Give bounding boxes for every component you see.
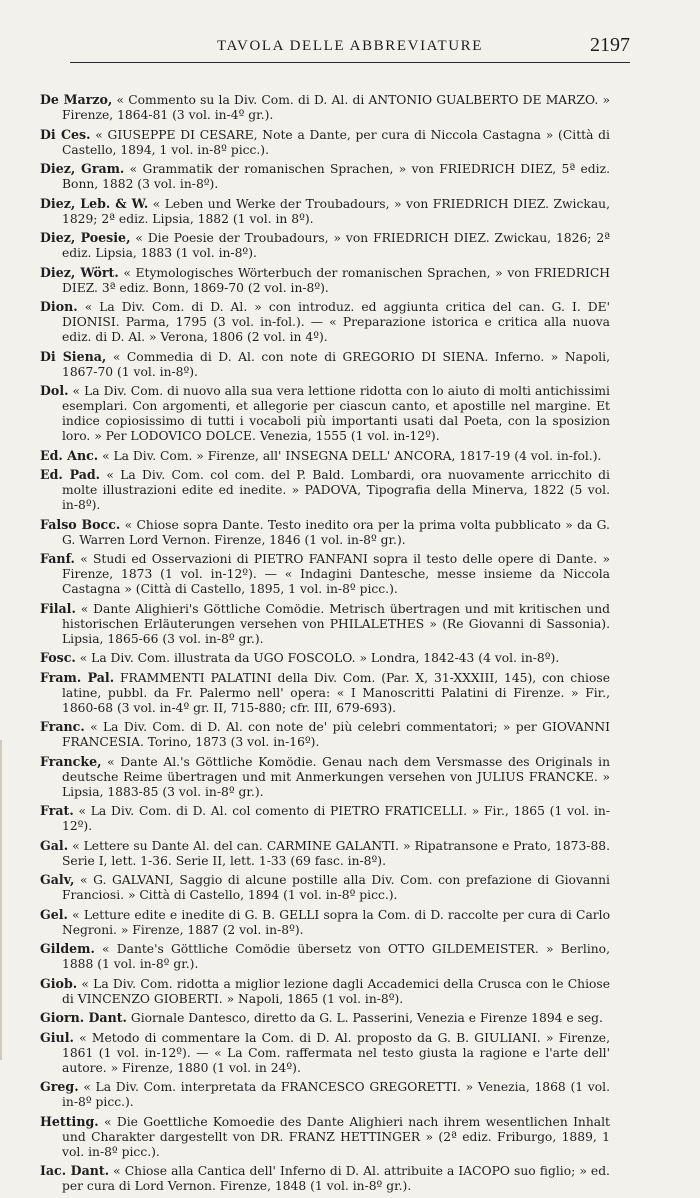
entry-abbreviation: Di Ces. bbox=[40, 126, 91, 142]
page-title: TAVOLA DELLE ABBREVIATURE bbox=[216, 38, 484, 54]
entry-description: « Etymologisches Wörterbuch der romanischen Sprachen, » von FRIEDRICH DIEZ. 3ª ediz. Bonn, 1869-70 (2 vol. in-8º). bbox=[62, 265, 610, 295]
entry-description: « La Div. Com. interpretata da FRANCESCO GREGORETTI. » Venezia, 1868 (1 vol. in-8º picc.). bbox=[62, 1080, 610, 1109]
abbreviation-entry bbox=[40, 754, 610, 800]
entry-abbreviation: Diez, Gram. bbox=[40, 161, 125, 176]
entry-description: « Dante's Göttliche Comödie übersetz von OTTO GILDEMEISTER. » Berlino, 1888 (1 vol. in-8º gr.). bbox=[62, 942, 610, 971]
entry-abbreviation: Iac. Dant. bbox=[40, 1163, 110, 1178]
entry-description: « La Div. Com. » Firenze, all' INSEGNA DELL' ANCORA, 1817-19 (4 vol. in-fol.). bbox=[102, 448, 602, 463]
abbreviation-entry bbox=[40, 161, 610, 192]
entry-description: « La Div. Com. di D. Al. col comento di PIETRO FRATICELLI. » Fir., 1865 (1 vol. in-12º). bbox=[62, 804, 610, 833]
abbreviation-entry bbox=[40, 1163, 610, 1194]
abbreviation-entry bbox=[40, 907, 610, 938]
entry-description: « La Div. Com. di D. Al. » con introduz. ed aggiunta critica del can. G. I. DE' DIONISI. Parma, 1795 (3 vol. in-fol.). — « Preparazione istorica e critica alla nuova ediz. di D. Al. » Verona, 1806 (2 vol. in 4º). bbox=[62, 300, 610, 344]
entry-abbreviation: Greg. bbox=[40, 1079, 79, 1094]
entry-description: « Metodo di commentare la Com. di D. Al. proposto da G. B. GIULIANI. » Firenze, 1861 (1 vol. in-12º). — « La Com. raffermata nel testo giusta la ragione e l'arte dell' autore. » Firenze, 1880 (1 vol. in 24º). bbox=[62, 1030, 610, 1075]
abbreviation-entry bbox=[40, 650, 610, 666]
page-number: 2197 bbox=[590, 34, 630, 56]
entry-description: « La Div. Com. di D. Al. con note de' più celebri commentatori; » per GIOVANNI FRANCESIA. Torino, 1873 (3 vol. in-16º). bbox=[62, 720, 610, 749]
abbreviation-entry bbox=[40, 670, 610, 716]
abbreviation-list bbox=[40, 92, 610, 1198]
entry-description: « Leben und Werke der Troubadours, » von FRIEDRICH DIEZ. Zwickau, 1829; 2ª ediz. Lipsia, 1882 (1 vol. in 8º). bbox=[62, 196, 610, 226]
entry-abbreviation: Ed. Anc. bbox=[40, 447, 99, 463]
entry-abbreviation: De Marzo, bbox=[40, 92, 113, 107]
abbreviation-entry bbox=[40, 517, 610, 548]
entry-abbreviation: Fram. Pal. bbox=[40, 669, 115, 685]
entry-description: « Dante Alighieri's Göttliche Comödie. Metrisch übertragen und mit kritischen und historischen Erläuterungen versehen von PHILALETHES » (Re Giovanni di Sassonia). Lipsia, 1865-66 (3 vol. in-8º gr.). bbox=[62, 601, 610, 646]
entry-abbreviation: Filal. bbox=[40, 600, 76, 616]
abbreviation-entry bbox=[40, 551, 610, 597]
running-header bbox=[70, 36, 630, 63]
abbreviation-entry bbox=[40, 196, 610, 227]
entry-abbreviation: Galv, bbox=[40, 872, 75, 887]
entry-description: « Commento su la Div. Com. di D. Al. di ANTONIO GUALBERTO DE MARZO. » Firenze, 1864-81 (3 vol. in-4º gr.). bbox=[62, 93, 610, 122]
entry-description: Giornale Dantesco, diretto da G. L. Passerini, Venezia e Firenze 1894 e seg. bbox=[130, 1011, 603, 1025]
entry-abbreviation: Giul. bbox=[40, 1029, 74, 1045]
entry-abbreviation: Ed. Pad. bbox=[40, 467, 101, 482]
entry-abbreviation: Hetting. bbox=[40, 1113, 99, 1129]
entry-description: « Lettere su Dante Al. del can. CARMINE GALANTI. » Ripatransone e Prato, 1873-88. Serie I, lett. 1-36. Serie II, lett. 1-33 (69 fasc. in-8º). bbox=[62, 838, 610, 868]
entry-description: « Letture edite e inedite di G. B. GELLI sopra la Com. di D. raccolte per cura di Carlo Negroni. » Firenze, 1887 (2 vol. in-8º). bbox=[62, 907, 610, 937]
abbreviation-entry bbox=[40, 838, 610, 869]
abbreviation-entry bbox=[40, 127, 610, 158]
entry-abbreviation: Dol. bbox=[40, 383, 69, 398]
abbreviation-entry bbox=[40, 230, 610, 261]
entry-abbreviation: Giorn. Dant. bbox=[40, 1010, 127, 1025]
entry-abbreviation: Fanf. bbox=[40, 551, 75, 566]
entry-abbreviation: Diez, Poesie, bbox=[40, 230, 131, 245]
entry-description: « GIUSEPPE DI CESARE, Note a Dante, per cura di Niccola Castagna » (Città di Castello, 1894, 1 vol. in-8º picc.). bbox=[62, 127, 610, 157]
entry-description: « Grammatik der romanischen Sprachen, » von FRIEDRICH DIEZ, 5ª ediz. Bonn, 1882 (3 vol. in-8º). bbox=[62, 162, 610, 191]
entry-description: FRAMMENTI PALATINI della Div. Com. (Par. X, 31-XXXIII, 145), con chiose latine, pubbl. da Fr. Palermo nell' opera: « I Manoscritti Palatini di Firenze. » Fir., 1860-68 (3 vol. in-4º gr. II, 715-880; cfr. III, 679-693). bbox=[62, 670, 610, 715]
entry-description: « Die Goettliche Komoedie des Dante Alighieri nach ihrem wesentlichen Inhalt und Charakter dargestellt von DR. FRANZ HETTINGER » (2ª ediz. Friburgo, 1889, 1 vol. in-8º picc.). bbox=[62, 1114, 610, 1159]
entry-description: « Commedia di D. Al. con note di GREGORIO DI SIENA. Inferno. » Napoli, 1867-70 (1 vol. in-8º). bbox=[62, 349, 610, 379]
abbreviation-entry bbox=[40, 1114, 610, 1160]
abbreviation-entry bbox=[40, 941, 610, 972]
entry-abbreviation: Gildem. bbox=[40, 941, 95, 956]
entry-abbreviation: Diez, Wört. bbox=[40, 264, 119, 280]
abbreviation-entry bbox=[40, 265, 610, 296]
entry-abbreviation: Franc. bbox=[40, 719, 85, 734]
entry-description: « La Div. Com. di nuovo alla sua vera lettione ridotta con lo aiuto di molti antichissimi esemplari. Con argomenti, et allegorie per ciascun canto, et apostille nel margine. Et indice copiosissimo di tutti i vocaboli più importanti usati dal Poeta, con la sposizion loro. » Per LODOVICO DOLCE. Venezia, 1555 (1 vol. in-12º). bbox=[62, 384, 610, 443]
abbreviation-entry bbox=[40, 467, 610, 513]
entry-description: « La Div. Com. col com. del P. Bald. Lombardi, ora nuovamente arricchito di molte illustrazioni edite ed inedite. » PADOVA, Tipografia della Minerva, 1822 (5 vol. in-8º). bbox=[62, 468, 610, 512]
entry-description: « Chiose alla Cantica dell' Inferno di D. Al. attribuite a IACOPO suo figlio; » ed. per cura di Lord Vernon. Firenze, 1848 (1 vol. in-8º gr.). bbox=[62, 1164, 610, 1193]
abbreviation-entry bbox=[40, 299, 610, 345]
abbreviation-entry bbox=[40, 976, 610, 1007]
abbreviation-entry bbox=[40, 92, 610, 123]
entry-description: « La Div. Com. ridotta a miglior lezione dagli Accademici della Crusca con le Chiose di VINCENZO GIOBERTI. » Napoli, 1865 (1 vol. in-8º). bbox=[62, 976, 610, 1006]
entry-abbreviation: Falso Bocc. bbox=[40, 516, 121, 532]
entry-description: « Studi ed Osservazioni di PIETRO FANFANI sopra il testo delle opere di Dante. » Firenze, 1873 (1 vol. in-12º). — « Indagini Dantesche, messe insieme da Niccola Castagna » (Città di Castello, 1895, 1 vol. in-8º picc.). bbox=[62, 552, 610, 596]
abbreviation-entry bbox=[40, 601, 610, 647]
abbreviation-entry bbox=[40, 448, 610, 464]
entry-description: « Dante Al.'s Göttliche Komödie. Genau nach dem Versmasse des Originals in deutsche Reime übertragen und mit Anmerkungen versehen von JULIUS FRANCKE. » Lipsia, 1883-85 (3 vol. in-8º gr.). bbox=[62, 754, 610, 799]
entry-abbreviation: Dion. bbox=[40, 299, 78, 314]
abbreviation-entry bbox=[40, 803, 610, 834]
entry-description: « La Div. Com. illustrata da UGO FOSCOLO. » Londra, 1842-43 (4 vol. in-8º). bbox=[79, 651, 560, 665]
entry-abbreviation: Gal. bbox=[40, 837, 69, 853]
abbreviation-entry bbox=[40, 1010, 610, 1026]
entry-abbreviation: Francke, bbox=[40, 753, 102, 769]
abbreviation-entry bbox=[40, 1030, 610, 1076]
abbreviation-entry bbox=[40, 872, 610, 903]
entry-description: « G. GALVANI, Saggio di alcune postille alla Div. Com. con prefazione di Giovanni Franciosi. » Città di Castello, 1894 (1 vol. in-8º picc.). bbox=[62, 873, 610, 902]
entry-abbreviation: Giob. bbox=[40, 975, 78, 991]
page-edge-shadow bbox=[0, 740, 2, 1060]
abbreviation-entry bbox=[40, 383, 610, 444]
entry-description: « Chiose sopra Dante. Testo inedito ora per la prima volta pubblicato » da G. G. Warren Lord Vernon. Firenze, 1846 (1 vol. in-8º gr.). bbox=[62, 517, 610, 547]
abbreviation-entry bbox=[40, 349, 610, 380]
abbreviation-entry bbox=[40, 719, 610, 750]
entry-abbreviation: Gel. bbox=[40, 906, 68, 922]
entry-abbreviation: Diez, Leb. & W. bbox=[40, 195, 149, 211]
abbreviation-entry bbox=[40, 1079, 610, 1110]
entry-abbreviation: Frat. bbox=[40, 803, 74, 818]
entry-abbreviation: Di Siena, bbox=[40, 348, 107, 364]
entry-abbreviation: Fosc. bbox=[40, 650, 76, 665]
entry-description: « Die Poesie der Troubadours, » von FRIEDRICH DIEZ. Zwickau, 1826; 2ª ediz. Lipsia, 1883 (1 vol. in-8º). bbox=[62, 231, 610, 260]
